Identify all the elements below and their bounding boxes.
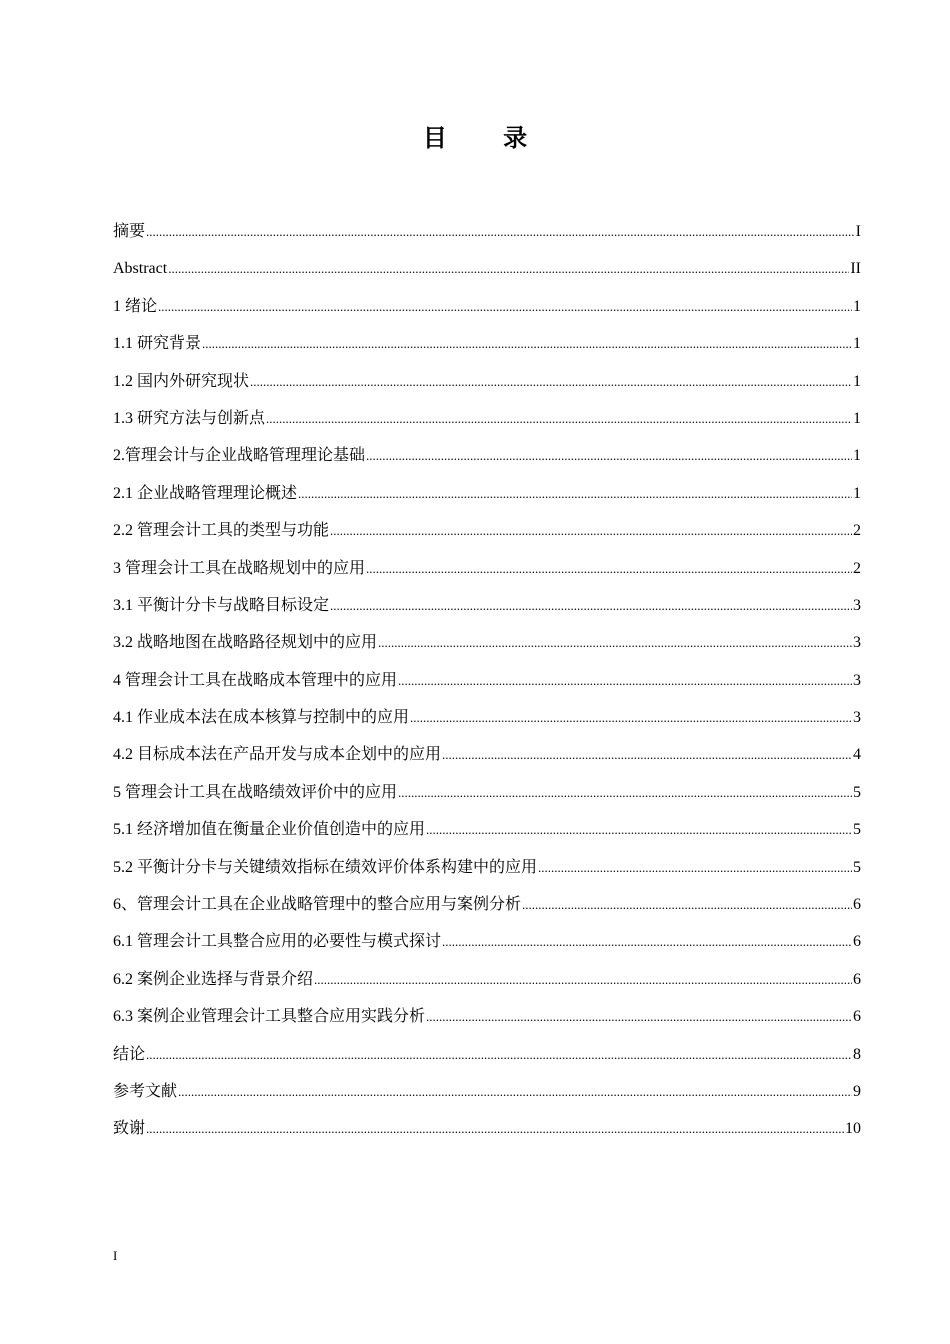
- toc-entry-page: 8: [853, 1045, 861, 1063]
- toc-entry[interactable]: [113, 550, 861, 587]
- toc-entry-label: 6.3 案例企业管理会计工具整合应用实践分析: [113, 1008, 426, 1026]
- toc-dot-leader: [146, 1110, 844, 1147]
- toc-dot-leader: [298, 475, 852, 512]
- toc-entry-label: 6.1 管理会计工具整合应用的必要性与模式探讨: [113, 933, 442, 951]
- toc-entry-label: 1.2 国内外研究现状: [113, 372, 250, 390]
- toc-entry[interactable]: [113, 736, 861, 773]
- toc-entry-label: 5 管理会计工具在战略绩效评价中的应用: [113, 783, 398, 801]
- toc-entry-label: 5.2 平衡计分卡与关键绩效指标在绩效评价体系构建中的应用: [113, 858, 538, 876]
- toc-dot-leader: [266, 400, 852, 437]
- toc-entry[interactable]: [113, 662, 861, 699]
- toc-entry-page: 1: [853, 409, 861, 427]
- toc-entry[interactable]: [113, 961, 861, 998]
- toc-entry-label: 3.2 战略地图在战略路径规划中的应用: [113, 634, 378, 652]
- toc-dot-leader: [398, 774, 852, 811]
- toc-dot-leader: [538, 849, 852, 886]
- toc-entry[interactable]: [113, 998, 861, 1035]
- page-number-footer: I: [113, 1248, 118, 1263]
- toc-entry-label: 6、管理会计工具在企业战略管理中的整合应用与案例分析: [113, 896, 522, 914]
- toc-entry-label: 6.2 案例企业选择与背景介绍: [113, 970, 314, 988]
- toc-dot-leader: [426, 811, 852, 848]
- toc-dot-leader: [314, 961, 852, 998]
- toc-entry-page: II: [850, 260, 861, 278]
- toc-dot-leader: [522, 886, 852, 923]
- toc-entry[interactable]: [113, 886, 861, 923]
- toc-entry-page: 6: [853, 1008, 861, 1026]
- toc-entry-label: 摘要: [113, 223, 146, 240]
- toc-entry-page: 1: [853, 335, 861, 353]
- toc-entry[interactable]: [113, 325, 861, 362]
- toc-entry-page: 6: [853, 896, 861, 914]
- toc-entry-label: 4.1 作业成本法在成本核算与控制中的应用: [113, 709, 410, 727]
- toc-dot-leader: [202, 325, 852, 362]
- toc-entry[interactable]: [113, 1110, 861, 1147]
- toc-entry-page: 3: [853, 671, 861, 689]
- toc-entry-page: 9: [853, 1082, 861, 1100]
- toc-dot-leader: [410, 699, 852, 736]
- toc-entry[interactable]: [113, 849, 861, 886]
- toc-entry-label: 3.1 平衡计分卡与战略目标设定: [113, 596, 330, 614]
- toc-entry-page: 1: [853, 297, 861, 315]
- toc-entry-page: 6: [853, 970, 861, 988]
- toc-entry-page: I: [855, 223, 861, 240]
- toc-entry-page: 2: [853, 522, 861, 540]
- toc-entry-page: 6: [853, 933, 861, 951]
- toc-dot-leader: [146, 1036, 852, 1073]
- toc-entry-page: 1: [853, 447, 861, 465]
- toc-entry[interactable]: [113, 250, 861, 287]
- toc-entry[interactable]: [113, 437, 861, 474]
- toc-dot-leader: [366, 437, 852, 474]
- toc-entry-label: 1 绪论: [113, 297, 158, 315]
- toc-entry-label: 2.1 企业战略管理理论概述: [113, 484, 298, 502]
- toc-entry[interactable]: [113, 213, 861, 250]
- toc-entry-label: 4.2 目标成本法在产品开发与成本企划中的应用: [113, 746, 442, 764]
- toc-dot-leader: [366, 550, 852, 587]
- toc-entry-label: 2.2 管理会计工具的类型与功能: [113, 522, 330, 540]
- toc-entry[interactable]: [113, 475, 861, 512]
- toc-dot-leader: [146, 213, 855, 250]
- toc-dot-leader: [178, 1073, 852, 1110]
- toc-entry-page: 4: [853, 746, 861, 764]
- toc-entry-label: 1.1 研究背景: [113, 335, 202, 353]
- toc-entry[interactable]: [113, 288, 861, 325]
- toc-entry-label: 致谢: [113, 1120, 146, 1138]
- toc-entry-label: 4 管理会计工具在战略成本管理中的应用: [113, 671, 398, 689]
- toc-entry-label: Abstract: [113, 260, 168, 278]
- toc-dot-leader: [330, 512, 852, 549]
- toc-dot-leader: [442, 736, 852, 773]
- toc-entry[interactable]: [113, 400, 861, 437]
- toc-entry[interactable]: [113, 811, 861, 848]
- toc-dot-leader: [158, 288, 852, 325]
- toc-entry-page: 2: [853, 559, 861, 577]
- toc-dot-leader: [378, 624, 852, 661]
- toc-dot-leader: [426, 998, 852, 1035]
- toc-entry-page: 5: [853, 858, 861, 876]
- table-of-contents: [113, 213, 861, 1148]
- toc-dot-leader: [250, 363, 852, 400]
- toc-entry-page: 5: [853, 783, 861, 801]
- toc-entry[interactable]: [113, 624, 861, 661]
- toc-entry[interactable]: [113, 1036, 861, 1073]
- page-title: 目 录: [422, 124, 552, 152]
- toc-entry-page: 3: [853, 709, 861, 727]
- toc-entry-label: 1.3 研究方法与创新点: [113, 409, 266, 427]
- toc-entry[interactable]: [113, 923, 861, 960]
- toc-entry[interactable]: [113, 1073, 861, 1110]
- toc-entry-page: 3: [853, 596, 861, 614]
- toc-entry-label: 2.管理会计与企业战略管理理论基础: [113, 447, 366, 465]
- toc-entry-page: 1: [853, 372, 861, 390]
- toc-dot-leader: [330, 587, 852, 624]
- toc-entry-page: 1: [853, 484, 861, 502]
- toc-dot-leader: [168, 250, 849, 287]
- toc-entry[interactable]: [113, 587, 861, 624]
- toc-entry-label: 参考文献: [113, 1082, 178, 1100]
- toc-entry[interactable]: [113, 512, 861, 549]
- toc-entry[interactable]: [113, 699, 861, 736]
- toc-entry[interactable]: [113, 774, 861, 811]
- toc-entry-label: 3 管理会计工具在战略规划中的应用: [113, 559, 366, 577]
- toc-entry-page: 10: [845, 1120, 861, 1138]
- toc-dot-leader: [442, 923, 852, 960]
- toc-entry-page: 5: [853, 821, 861, 839]
- toc-entry[interactable]: [113, 363, 861, 400]
- toc-dot-leader: [398, 662, 852, 699]
- toc-entry-label: 5.1 经济增加值在衡量企业价值创造中的应用: [113, 821, 426, 839]
- toc-entry-page: 3: [853, 634, 861, 652]
- toc-entry-label: 结论: [113, 1045, 146, 1063]
